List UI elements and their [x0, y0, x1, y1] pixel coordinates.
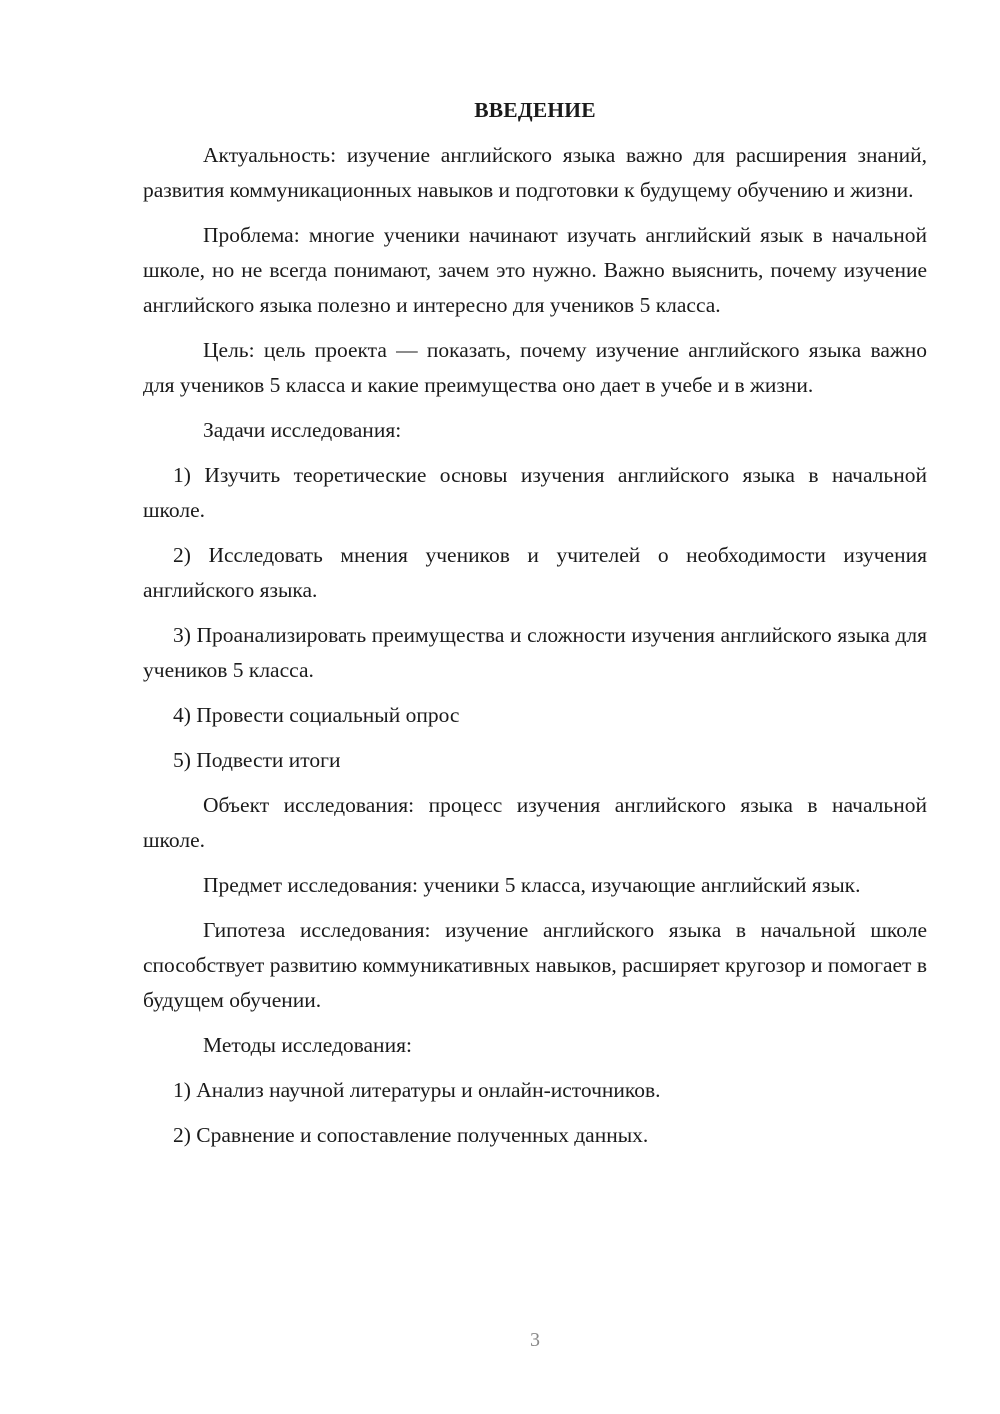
task-item-2: 2) Исследовать мнения учеников и учителей о необходимости изучения английского языка. — [143, 543, 927, 602]
method-item-2: 2) Сравнение и сопоставление полученных данных. — [173, 1123, 649, 1147]
task-item-1: 1) Изучить теоретические основы изучения английского языка в начальной школе. — [143, 463, 927, 522]
hypothesis-paragraph: Гипотеза исследования: изучение английского языка в начальной школе способствует развитию коммуникативных навыков, расширяет кругозор и помогает в будущем обучении. — [143, 918, 927, 1012]
page-content — [143, 93, 927, 1163]
page-title: ВВЕДЕНИЕ — [474, 98, 596, 122]
task-item-3: 3) Проанализировать преимущества и сложности изучения английского языка для учеников 5 класса. — [143, 623, 927, 682]
object-paragraph: Объект исследования: процесс изучения английского языка в начальной школе. — [143, 793, 927, 852]
methods-heading: Методы исследования: — [203, 1033, 412, 1057]
task-item-5: 5) Подвести итоги — [173, 748, 341, 772]
task-item-4: 4) Провести социальный опрос — [173, 703, 460, 727]
page-number: 3 — [530, 1329, 540, 1351]
tasks-heading: Задачи исследования: — [203, 418, 402, 442]
subject-paragraph: Предмет исследования: ученики 5 класса, изучающие английский язык. — [203, 873, 861, 897]
method-item-1: 1) Анализ научной литературы и онлайн-источников. — [173, 1078, 661, 1102]
problem-paragraph: Проблема: многие ученики начинают изучать английский язык в начальной школе, но не всегда понимают, зачем это нужно. Важно выяснить, почему изучение английского языка полезно и интересно для учеников 5 класса. — [143, 223, 927, 317]
relevance-paragraph: Актуальность: изучение английского языка важно для расширения знаний, развития коммуникационных навыков и подготовки к будущему обучению и жизни. — [143, 143, 927, 202]
goal-paragraph: Цель: цель проекта — показать, почему изучение английского языка важно для учеников 5 класса и какие преимущества оно дает в учебе и в жизни. — [143, 338, 927, 397]
